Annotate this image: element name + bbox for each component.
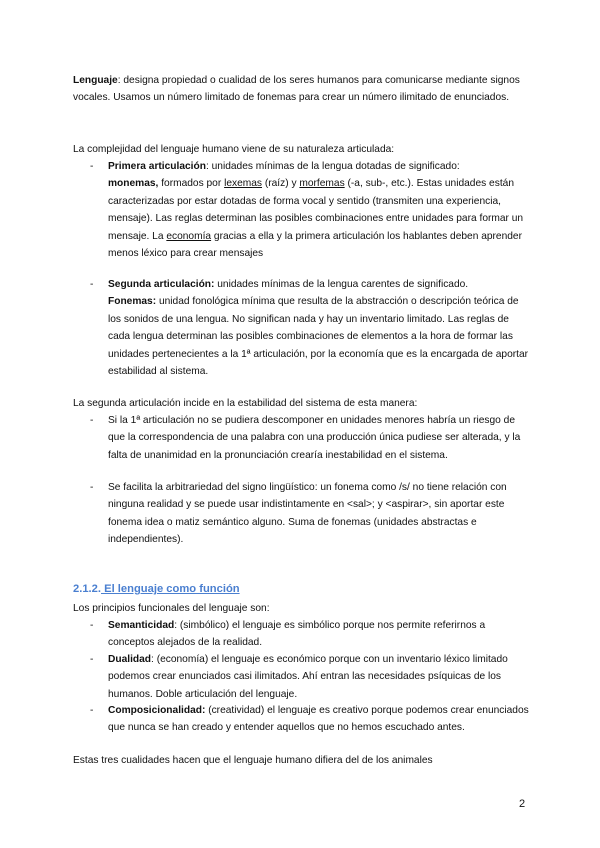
principle-term: Composicionalidad: <box>108 705 206 716</box>
principle-desc: : (simbólico) el lenguaje es simbólico porque nos permite referirnos a conceptos alejados de la realidad. <box>108 620 486 649</box>
monemas-term: monemas, <box>108 178 159 190</box>
stability-item-1-text: Si la 1ª articulación no se pudiera descomponer en unidades menores habría un riesgo de que la correspondencia de una palabra con una producción única pudiese ser alterada, y la falta de unanimidad en la pronunciación crearía inestabilidad en el sistema. <box>108 415 521 461</box>
fonemas-term: Fonemas: <box>108 296 157 308</box>
first-articulation-t2: (raíz) y <box>262 178 300 190</box>
complexity-intro: La complejidad del lenguaje humano viene de su naturaleza articulada: <box>73 144 395 155</box>
section-title: El lenguaje como función <box>101 583 240 595</box>
second-articulation-text <box>108 276 530 380</box>
first-articulation-term: Primera articulación <box>108 161 206 172</box>
principle-item-semanticidad <box>90 617 530 652</box>
morfemas-link: morfemas <box>299 178 345 190</box>
principle-item-dualidad <box>90 651 530 703</box>
bullet-dash: - <box>90 161 94 172</box>
principle-desc: : (economía) el lenguaje es económico porque con un inventario léxico limitado podemos crear enunciados casi ilimitados. Ahí entran las necesidades psíquicas de los humanos. Doble articulación del lenguaje. <box>108 654 508 700</box>
stability-intro: La segunda articulación incide en la estabilidad del sistema de esta manera: <box>73 398 418 409</box>
economia-link: economía <box>166 230 212 242</box>
principle-term: Dualidad <box>108 654 152 665</box>
principle-text <box>108 617 530 652</box>
bullet-dash: - <box>90 620 94 631</box>
principle-desc: (creatividad) el lenguaje es creativo porque podemos crear enunciados que nunca se han creado y entender aquellos que no hemos escuchado antes. <box>108 705 529 734</box>
principle-term: Semanticidad <box>108 620 175 631</box>
second-articulation-body: unidad fonológica mínima que resulta de la abstracción o descripción teórica de los sonidos de una lengua. No significan nada y hay un inventario limitado. Las reglas de cada lengua determinan las posibles combinaciones de elementos a la hora de formar las unidades pertenecientes a la 1ª articulación, por la economía que es la encargada de aportar estabilidad al sistema. <box>108 296 529 378</box>
intro-term: Lenguaje <box>73 75 118 86</box>
bullet-dash: - <box>90 705 94 716</box>
second-articulation-item <box>90 276 530 380</box>
lexemas-link: lexemas <box>224 178 263 190</box>
principles-intro: Los principios funcionales del lenguaje son: <box>73 603 270 614</box>
intro-text: : designa propiedad o cualidad de los seres humanos para comunicarse mediante signos vocales. Usamos un número limitado de fonemas para crear un número ilimitado de enunciados. <box>73 75 520 104</box>
stability-item-1 <box>90 412 530 464</box>
bullet-dash: - <box>90 279 94 290</box>
principle-item-composicionalidad <box>90 702 530 737</box>
section-number: 2.1.2. <box>73 583 101 595</box>
conclusion-paragraph: Estas tres cualidades hacen que el lenguaje humano difiera del de los animales <box>73 755 433 766</box>
first-articulation-text <box>108 158 530 262</box>
first-articulation-t4: gracias a ella y la primera articulación los hablantes deben aprender menos léxico para crear mensajes <box>108 230 522 260</box>
second-articulation-def: unidades mínimas de la lengua carentes de significado. <box>214 279 469 290</box>
first-articulation-def: : unidades mínimas de la lengua dotadas de significado: <box>205 161 460 172</box>
second-articulation-term: Segunda articulación: <box>108 279 215 290</box>
page-number: 2 <box>519 798 526 810</box>
first-articulation-item <box>90 158 530 262</box>
stability-item-2-text: Se facilita la arbitrariedad del signo lingüístico: un fonema como /s/ no tiene relación con ninguna realidad y se puede usar indistintamente en <sal>; y <aspirar>, sin aportar este fonema idea o matiz semántico alguno. Suma de fonemas (unidades abstractas e independientes). <box>108 482 507 546</box>
principle-text <box>108 651 530 703</box>
stability-item-2 <box>90 479 530 549</box>
section-heading <box>73 580 240 598</box>
first-articulation-t1: formados por <box>158 178 225 190</box>
bullet-dash: - <box>90 415 94 426</box>
principle-text <box>108 702 530 737</box>
bullet-dash: - <box>90 654 94 665</box>
first-articulation-t3: (-a, sub-, etc.). Estas unidades están caracterizadas por estar dotadas de forma vocal y sentido (transmiten una experiencia, mensaje). Las reglas determinan las posibles combinaciones entre unidades para formar un mensaje. La <box>108 178 524 242</box>
bullet-dash: - <box>90 482 94 493</box>
intro-paragraph <box>73 72 533 107</box>
